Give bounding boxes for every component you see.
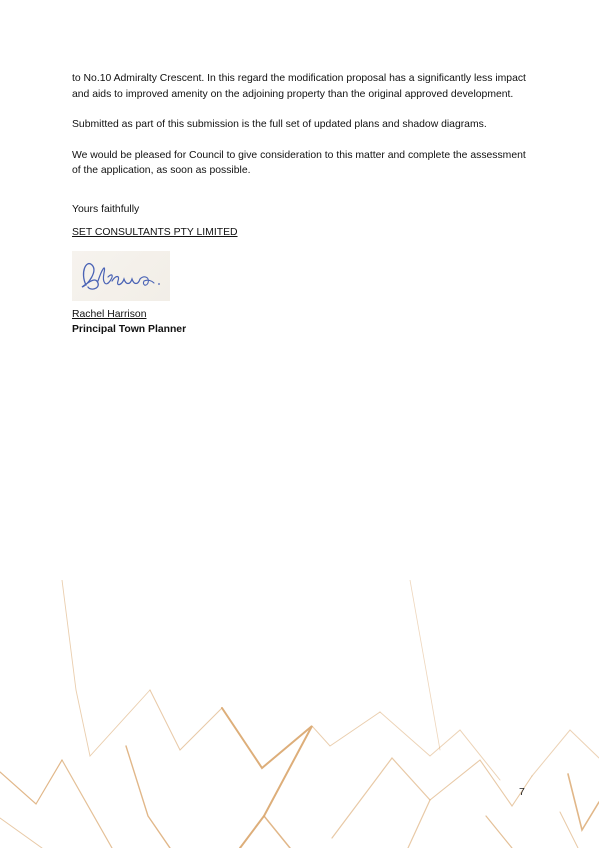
handwritten-signature (72, 251, 170, 301)
paragraph-modification-impact (72, 71, 532, 102)
paragraph-submitted-plans: Submitted as part of this submission is the full set of updated plans and shadow diagrams. (72, 119, 487, 130)
signer-title: Principal Town Planner (72, 324, 187, 335)
letter-body (72, 71, 532, 338)
paragraph-request-assessment (72, 148, 532, 179)
signature-icon (72, 251, 170, 301)
paragraph-3-line-2: of the application, as soon as possible. (72, 165, 251, 176)
paragraph-3-line-1: We would be pleased for Council to give consideration to this matter and complete the assessment (72, 149, 526, 161)
decorative-line-pattern (0, 580, 599, 848)
paragraph-1-line-2: and aids to improved amenity on the adjoining property than the original approved development. (72, 88, 514, 100)
page-number: 7 (519, 786, 525, 798)
closing-salutation: Yours faithfully (72, 203, 140, 215)
signer-name: Rachel Harrison (72, 308, 147, 320)
company-name: SET CONSULTANTS PTY LIMITED (72, 227, 238, 238)
paragraph-1-line-1: to No.10 Admiralty Crescent. In this regard the modification proposal has a significantly less impact (72, 73, 526, 84)
